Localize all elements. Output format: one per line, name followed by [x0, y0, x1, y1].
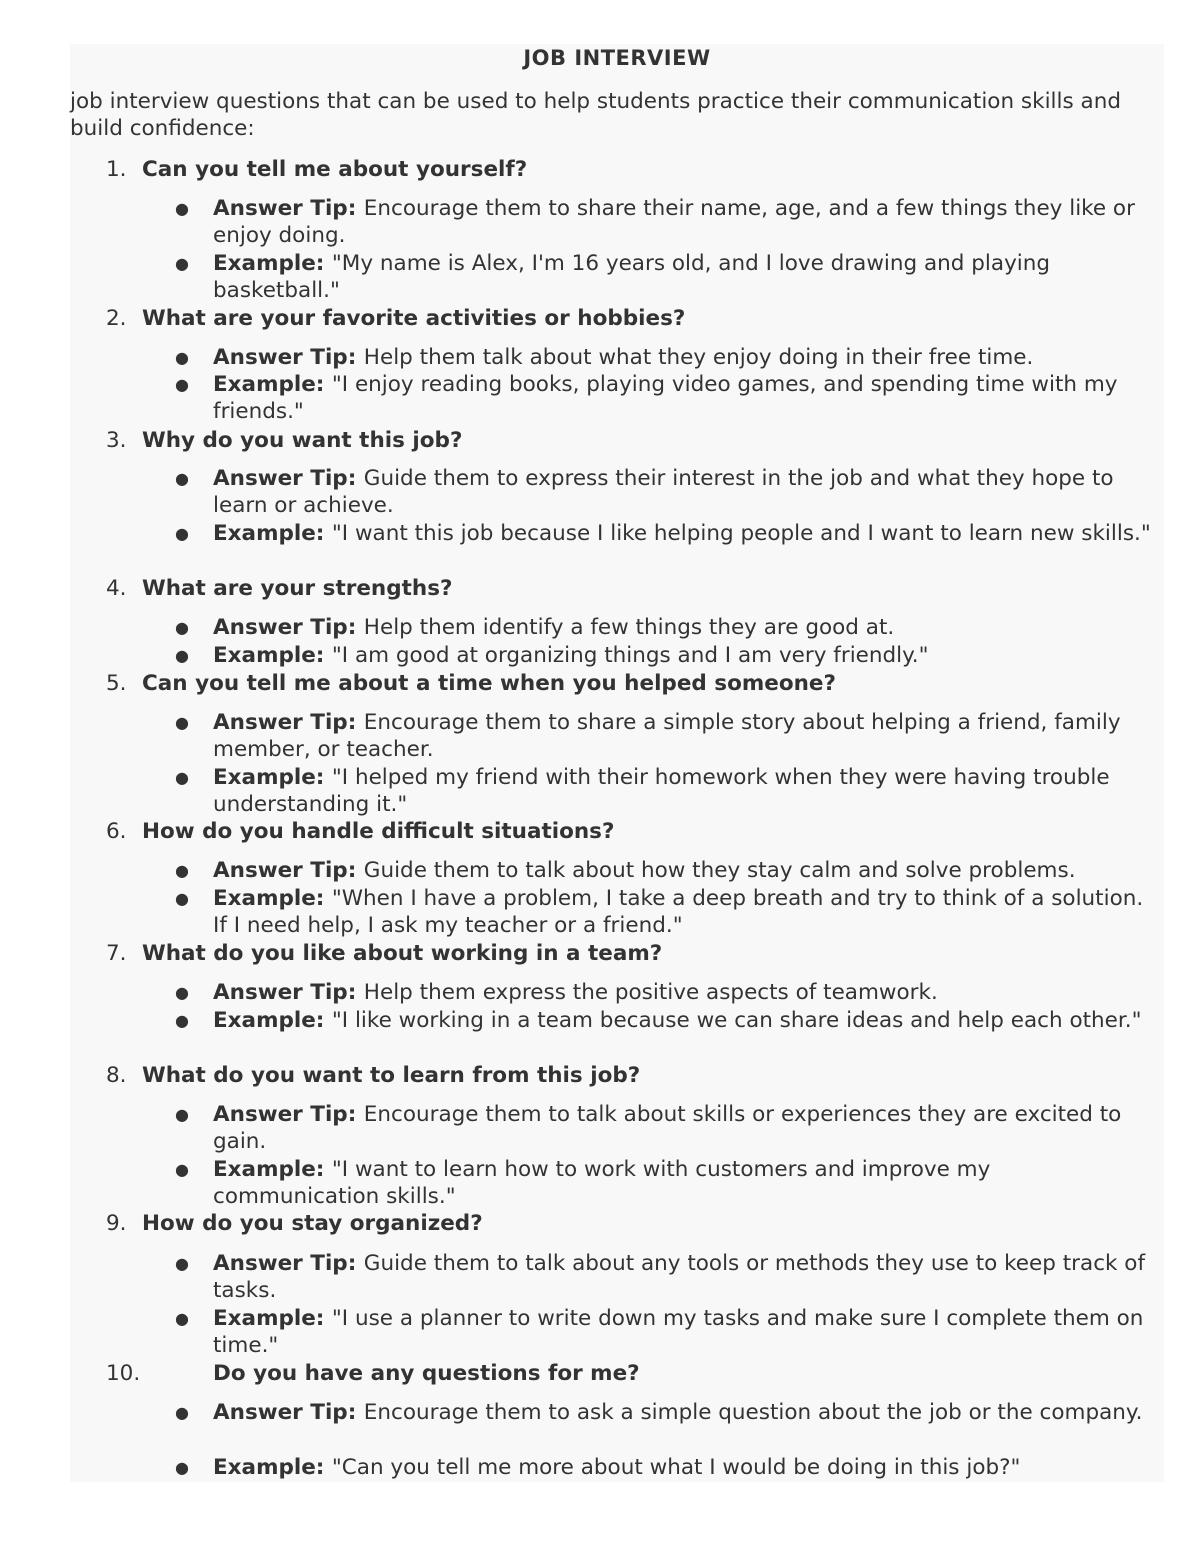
example-text: "I am good at organizing things and I am very friendly." [331, 643, 929, 668]
question-number: 4. [106, 576, 127, 601]
answer-tip [175, 344, 1163, 371]
question-text: What do you want to learn from this job? [142, 1063, 641, 1088]
bullet-icon: ● [175, 199, 189, 218]
answer-tip-text: Help them identify a few things they are good at. [363, 615, 895, 640]
example-label: Example: [213, 643, 332, 668]
question-text: Do you have any questions for me? [213, 1361, 640, 1386]
answer-tip-text: Guide them to express their interest in the job and what they hope to learn or achieve. [213, 466, 1114, 518]
answer-tip [175, 1250, 1163, 1304]
answer-tip-label: Answer Tip: [213, 615, 364, 640]
example [175, 1007, 1163, 1034]
question-text: What are your favorite activities or hobbies? [142, 306, 686, 331]
answer-tip-text: Encourage them to share a simple story about helping a friend, family member, or teacher. [213, 710, 1121, 762]
bullet-icon: ● [175, 861, 189, 880]
bullet-icon: ● [175, 469, 189, 488]
example-label: Example: [213, 1455, 332, 1480]
question-number: 3. [106, 428, 127, 453]
example-label: Example: [213, 1306, 332, 1331]
answer-tip [175, 709, 1163, 763]
example-text: "I want to learn how to work with customers and improve my communication skills." [213, 1157, 991, 1209]
question-text: Can you tell me about yourself? [142, 157, 528, 182]
example [175, 1454, 1163, 1481]
question-number: 1. [106, 157, 127, 182]
example [175, 371, 1163, 425]
example-label: Example: [213, 251, 332, 276]
bullet-icon: ● [175, 1105, 189, 1124]
question-text: Can you tell me about a time when you helped someone? [142, 671, 836, 696]
bullet-icon: ● [175, 348, 189, 367]
example [175, 520, 1163, 547]
bullet-icon: ● [175, 1458, 189, 1477]
example-label: Example: [213, 1008, 332, 1033]
answer-tip [175, 614, 1163, 641]
question-text: What do you like about working in a team? [142, 941, 663, 966]
bullet-icon: ● [175, 646, 189, 665]
answer-tip-label: Answer Tip: [213, 710, 364, 735]
answer-tip [175, 465, 1163, 519]
example [175, 642, 1163, 669]
bullet-icon: ● [175, 713, 189, 732]
bullet-icon: ● [175, 768, 189, 787]
question-number: 2. [106, 306, 127, 331]
question-number: 7. [106, 941, 127, 966]
bullet-icon: ● [175, 524, 189, 543]
bullet-icon: ● [175, 1309, 189, 1328]
question-number: 5. [106, 671, 127, 696]
answer-tip-label: Answer Tip: [213, 345, 364, 370]
example-label: Example: [213, 521, 332, 546]
answer-tip-label: Answer Tip: [213, 1251, 364, 1276]
bullet-icon: ● [175, 375, 189, 394]
example [175, 250, 1163, 304]
example-text: "I want this job because I like helping people and I want to learn new skills." [331, 521, 1151, 546]
answer-tip [175, 857, 1163, 884]
answer-tip-text: Help them express the positive aspects of teamwork. [363, 980, 938, 1005]
answer-tip-text: Guide them to talk about how they stay calm and solve problems. [363, 858, 1076, 883]
question-number: 6. [106, 819, 127, 844]
example [175, 1305, 1163, 1359]
example-text: "I enjoy reading books, playing video games, and spending time with my friends." [213, 372, 1118, 424]
answer-tip-text: Guide them to talk about any tools or methods they use to keep track of tasks. [213, 1251, 1146, 1303]
example-label: Example: [213, 886, 332, 911]
example-text: "I like working in a team because we can share ideas and help each other." [331, 1008, 1142, 1033]
answer-tip-text: Encourage them to ask a simple question about the job or the company. [363, 1400, 1143, 1425]
answer-tip-label: Answer Tip: [213, 466, 364, 491]
question-number: 9. [106, 1211, 127, 1236]
bullet-icon: ● [175, 618, 189, 637]
example-label: Example: [213, 765, 332, 790]
question-number: 10. [106, 1361, 141, 1386]
example [175, 764, 1163, 818]
answer-tip [175, 1101, 1163, 1155]
question-text: How do you stay organized? [142, 1211, 483, 1236]
answer-tip-label: Answer Tip: [213, 1400, 364, 1425]
example-text: "My name is Alex, I'm 16 years old, and I love drawing and playing basketball." [213, 251, 1051, 303]
example-text: "When I have a problem, I take a deep breath and try to think of a solution. If I need help, I ask my teacher or a friend." [213, 886, 1144, 938]
bullet-icon: ● [175, 1011, 189, 1030]
answer-tip [175, 195, 1163, 249]
document-title: JOB INTERVIEW [523, 46, 711, 70]
intro-paragraph: job interview questions that can be used to help students practice their communication skills and build confidence: [70, 89, 1121, 141]
example [175, 885, 1163, 939]
question-text: Why do you want this job? [142, 428, 463, 453]
answer-tip-text: Encourage them to talk about skills or experiences they are excited to gain. [213, 1102, 1122, 1154]
example-text: "I use a planner to write down my tasks and make sure I complete them on time." [213, 1306, 1144, 1358]
bullet-icon: ● [175, 254, 189, 273]
answer-tip [175, 1399, 1163, 1426]
bullet-icon: ● [175, 889, 189, 908]
bullet-icon: ● [175, 1160, 189, 1179]
example-label: Example: [213, 372, 332, 397]
question-text: How do you handle difficult situations? [142, 819, 615, 844]
answer-tip [175, 979, 1163, 1006]
example-label: Example: [213, 1157, 332, 1182]
question-number: 8. [106, 1063, 127, 1088]
question-text: What are your strengths? [142, 576, 453, 601]
bullet-icon: ● [175, 1403, 189, 1422]
answer-tip-label: Answer Tip: [213, 980, 364, 1005]
example-text: "Can you tell me more about what I would be doing in this job?" [331, 1455, 1021, 1480]
example [175, 1156, 1163, 1210]
answer-tip-label: Answer Tip: [213, 858, 364, 883]
answer-tip-label: Answer Tip: [213, 196, 364, 221]
bullet-icon: ● [175, 1254, 189, 1273]
document-page [70, 44, 1164, 1482]
example-text: "I helped my friend with their homework when they were having trouble understanding it." [213, 765, 1110, 817]
answer-tip-label: Answer Tip: [213, 1102, 364, 1127]
answer-tip-text: Help them talk about what they enjoy doing in their free time. [363, 345, 1034, 370]
answer-tip-text: Encourage them to share their name, age, and a few things they like or enjoy doing. [213, 196, 1135, 248]
bullet-icon: ● [175, 983, 189, 1002]
